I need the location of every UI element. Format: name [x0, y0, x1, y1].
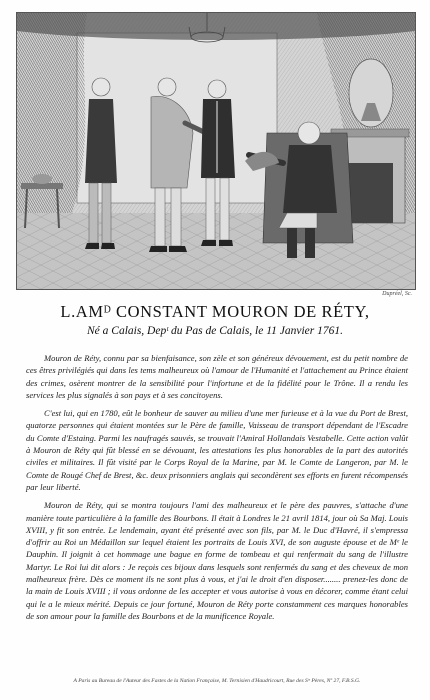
page-subtitle: Né a Calais, Depᵗ du Pas de Calais, le 11 Janvier 1761. — [87, 325, 343, 337]
paragraph: C'est lui, qui en 1780, eût le bonheur de sauver au milieu d'une mer furieuse et à la vue du Port de Brest, quatorze personnes qui étaient montées sur le Père de famille, Vaisseau de transport dépendant de l'Escadre du Comte d'Estaing. Parmi les naufragés sauvés, se trouvait l'Amiral Hollandais Vestabelle. Cette action valût à Mouron de Réty qui fût blessé en se dévouant, les attestations les plus honorables de la part des autorités civiles et militaires. Il fût visité par le Corps Royal de la Marine, par M. le Comte de Langeron, par M. le Comte de Rougé Chef de Brest, &c. deux prisonniers anglais qui secondèrent ses efforts en furent récompensés par leur liberté. — [26, 408, 408, 492]
paragraph: Mouron de Réty, connu par sa bienfaisance, son zèle et son généreux dévouement, est du petit nombre de ces êtres privilégiés qui dans les tems malheureux où l'amour de l'Humanité et l'attachement au Prince étaient des crimes, osèrent montrer de la sensibilité pour l'infortune et de la fidélité pour le Trône. Il a rendu les services les plus signalés à son pays et à ses concitoyens. — [26, 353, 408, 400]
tiled-floor — [17, 213, 415, 289]
paragraph: Mouron de Réty, qui se montra toujours l'ami des malheureux et le père des pauvres, s'attache d'une manière toute particulière à la famille des Bourbons. Il était à Londres le 21 avril 1814, jour où Sa Maj. Louis XVIII, y fit son entrée. Le lendemain, ayant été présenté avec son fils, par M. le Duc d'Havré, il s'empressa d'offrir au Roi un Médaillon sur lequel étaient les portraits de Louis XVI, de son auguste épouse et de Mᵉ le Dauphin. Il joignit à cet hommage une bague en forme de tombeau et qui renfermait du sang de l'illustre Martyr. Le Roi lui dit alors : Je reçois ces bijoux dans lesquels sont renfermés du sang et des cheveux de mon malheureux frère. Dès ce moment ils ne sont plus à vous, et j'ai le droit d'en disposer........ prenez-les donc de la main de Louis XVIII ; il vous ordonne de les accepter et vous autorise à vous en décorer, comme étant celui qui le a le mieux mérité. Depuis ce jour fortuné, Mouron de Réty porte constamment ces marques honorables de son amour pour la famille des Bourbons et de la munificence Royale. — [26, 500, 408, 621]
curtain-valance — [17, 13, 415, 40]
page-title: L.AMᴰ CONSTANT MOURON DE RÉTY, — [60, 302, 370, 321]
engraving-illustration — [16, 12, 416, 290]
engraving-scene — [17, 13, 415, 289]
publisher-footer: A Paris au Bureau de l'Auteur des Fastes de la Nation Française, M. Ternisien d'Haudricourt, Rue des Sᵗˢ Pères, Nº 27, F.B.S.G. — [73, 678, 361, 684]
biography-text — [26, 352, 408, 628]
engraver-signature: Dupréel, Sc. — [382, 291, 412, 297]
